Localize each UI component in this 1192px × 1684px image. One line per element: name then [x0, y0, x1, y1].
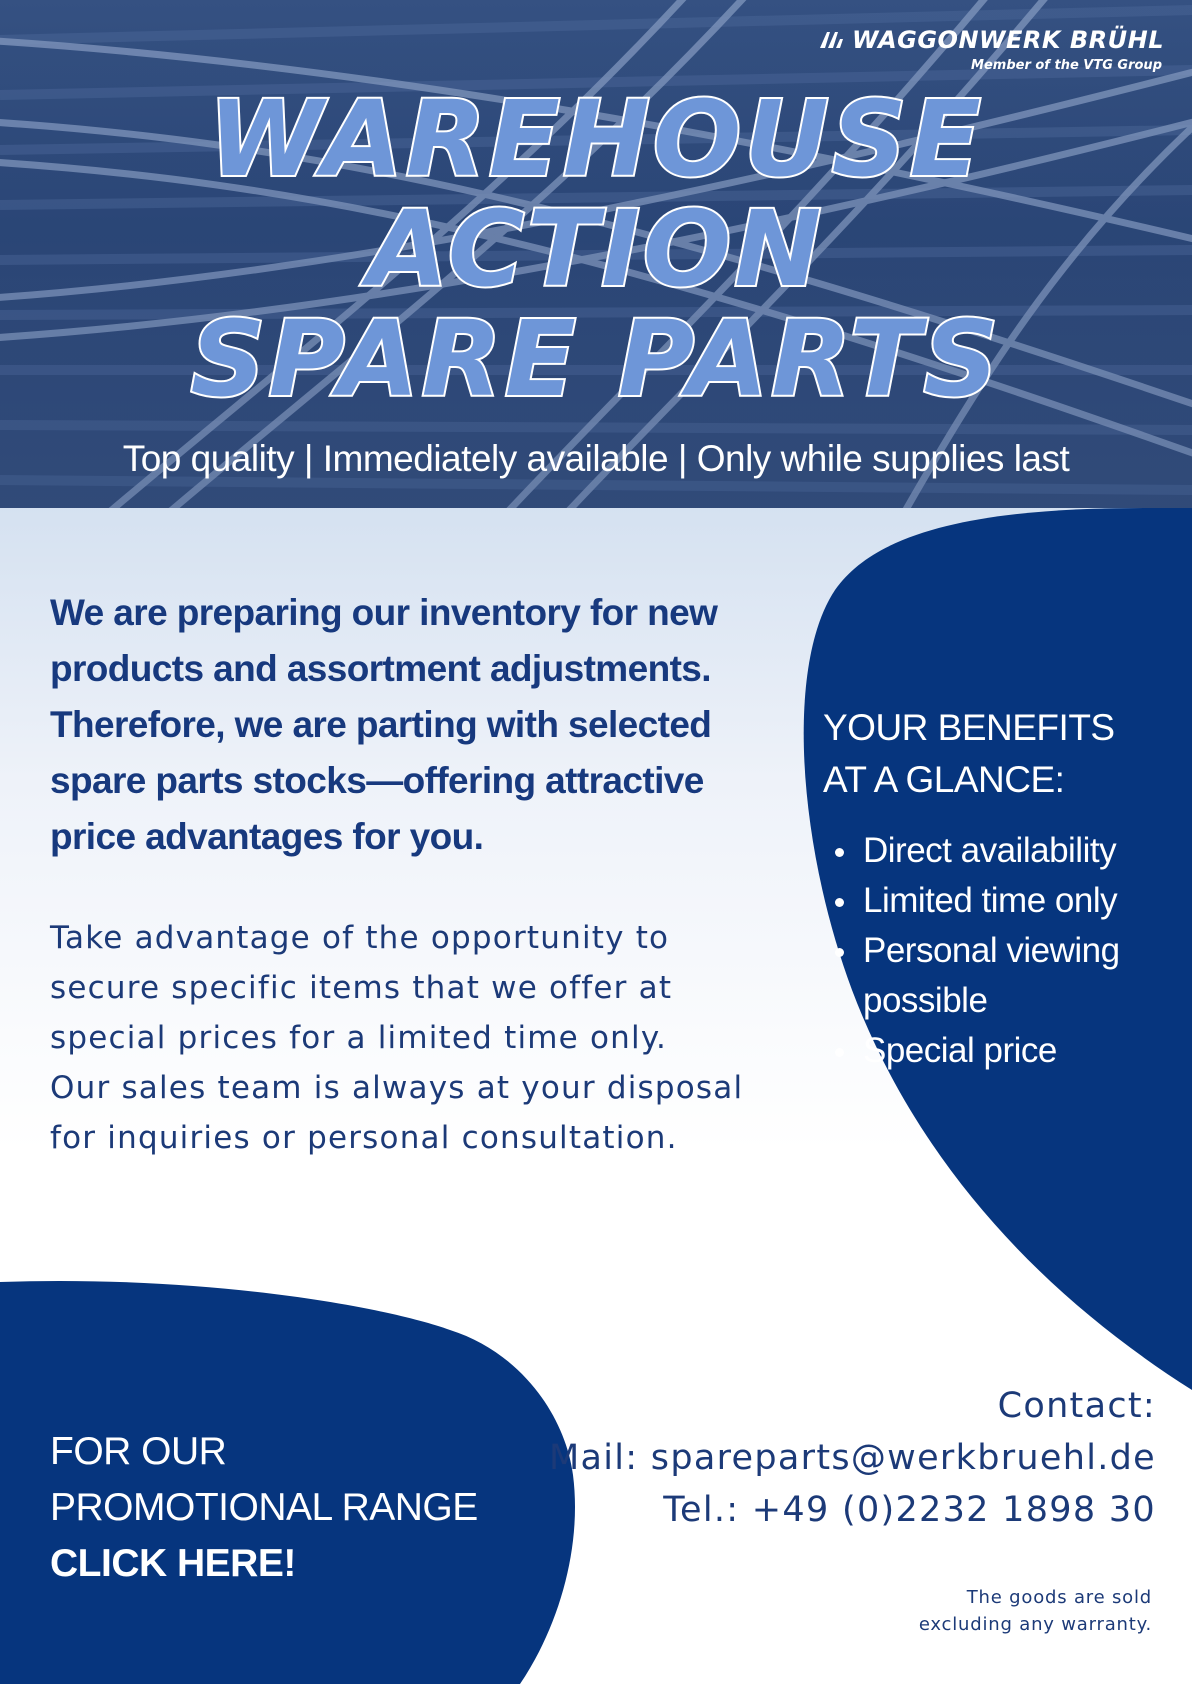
benefits-box	[823, 702, 1183, 1076]
promo-line-2: PROMOTIONAL RANGE	[50, 1486, 478, 1529]
logo-name: WAGGONWERK BRÜHL	[851, 26, 1164, 54]
disclaimer-line-2: excluding any warranty.	[918, 1614, 1152, 1635]
benefits-title	[823, 702, 1183, 806]
promo-line-1: FOR OUR	[50, 1430, 227, 1473]
click-here-link[interactable]: CLICK HERE!	[50, 1542, 296, 1585]
intro-body-line: special prices for a limited time only.	[50, 1020, 668, 1056]
disclaimer-line-1: The goods are sold	[966, 1587, 1152, 1608]
intro-lead: We are preparing our inventory for new products and assortment adjustments. Therefore, we are parting with selected spare parts stocks—offering attractive price advantages for you.	[50, 592, 718, 857]
hero-tagline: Top quality | Immediately available | Only while supplies last	[122, 438, 1070, 479]
benefit-item: Special price	[800, 1026, 1183, 1076]
intro-body	[50, 913, 790, 1163]
contact-mail-link[interactable]: Mail: spareparts@werkbruehl.de	[549, 1438, 1156, 1478]
benefits-list	[823, 826, 1183, 1076]
headline-line-1: WAREHOUSE	[208, 78, 984, 200]
benefits-title-line-1: YOUR BENEFITS	[823, 707, 1115, 748]
benefit-item: Personal viewing possible	[800, 926, 1183, 1026]
contact-block	[549, 1380, 1156, 1536]
contact-heading: Contact:	[997, 1386, 1156, 1426]
headline-line-3: SPARE PARTS	[190, 298, 1002, 420]
benefits-title-line-2: AT A GLANCE:	[823, 759, 1065, 800]
intro-body-line: for inquiries or personal consultation.	[50, 1120, 678, 1156]
warranty-disclaimer	[919, 1584, 1152, 1638]
benefit-item: Limited time only	[800, 876, 1183, 926]
intro-body-line: Take advantage of the opportunity to	[50, 920, 670, 956]
headline-line-2: ACTION	[367, 188, 825, 310]
promo-link[interactable]	[50, 1424, 478, 1592]
intro-body-line: Our sales team is always at your disposal	[50, 1070, 744, 1106]
logo-tagline: Member of the VTG Group	[971, 58, 1162, 73]
benefit-item: Direct availability	[800, 826, 1183, 876]
intro-body-line: secure specific items that we offer at	[50, 970, 673, 1006]
contact-phone-link[interactable]: Tel.: +49 (0)2232 1898 30	[663, 1490, 1156, 1530]
